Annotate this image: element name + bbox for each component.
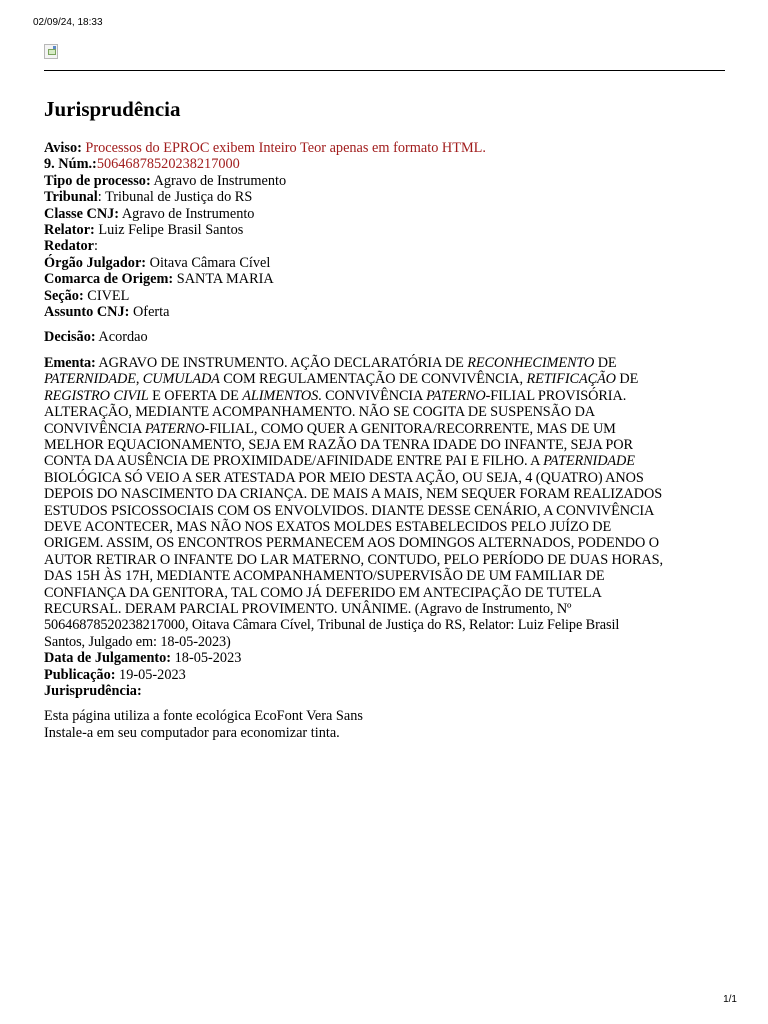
- ementa-text: COM REGULAMENTAÇÃO DE CONVIVÊNCIA,: [219, 371, 527, 388]
- data-julgamento-label: Data de Julgamento:: [44, 650, 172, 667]
- ementa-text: CONVIVÊNCIA: [44, 420, 145, 437]
- ementa-text: ORIGEM. ASSIM, OS ENCONTROS PERMANECEM AOS DOMINGOS ALTERNADOS, PODENDO O: [44, 535, 659, 552]
- ementa-text: DE: [615, 371, 639, 388]
- ementa-italic-term: PATERNO: [144, 420, 205, 437]
- orgao-julgador-value: Oitava Câmara Cível: [146, 254, 271, 271]
- numero-value: 50646878520238217000: [96, 156, 240, 173]
- ementa-line: [44, 519, 726, 535]
- ementa-italic-term: PATERNIDADE: [543, 453, 635, 470]
- numero-label: 9. Núm.:: [44, 156, 97, 173]
- ementa-italic-term: PATERNIDADE: [44, 371, 136, 388]
- ementa-text: AGRAVO DE INSTRUMENTO. AÇÃO DECLARATÓRIA DE: [95, 354, 468, 371]
- ementa-text: AUTOR RETIRAR O INFANTE DO LAR MATERNO, CONTUDO, PELO PERÍODO DE DUAS HORAS,: [44, 551, 663, 568]
- broken-image-icon: [44, 44, 58, 59]
- decisao-value: Acordao: [95, 329, 148, 346]
- ementa-text: DEVE ACONTECER, MAS NÃO NOS EXATOS MOLDES ESTABELECIDOS PELO JUÍZO DE: [44, 518, 612, 535]
- ementa-line: [44, 371, 726, 387]
- print-date: 02/09/24, 18:33: [33, 17, 103, 28]
- ementa-italic-term: ALIMENTOS: [242, 387, 319, 404]
- aviso-label: Aviso:: [44, 140, 82, 156]
- ecofont-notice-line1: Esta página utiliza a fonte ecológica EcoFont Vera Sans: [44, 708, 363, 725]
- publicacao-label: Publicação:: [44, 666, 116, 683]
- case-details: [44, 140, 726, 741]
- ementa-text: DE: [594, 354, 617, 371]
- spacer: [44, 699, 726, 708]
- ementa-line: [44, 453, 726, 469]
- tipo-processo-label: Tipo de processo:: [44, 172, 151, 189]
- ementa-line: [44, 535, 726, 551]
- ementa-label: Ementa:: [44, 354, 96, 371]
- aviso-text: Processos do EPROC exibem Inteiro Teor apenas em formato HTML.: [81, 140, 486, 156]
- ementa-line: [44, 404, 726, 420]
- relator-row: [44, 222, 726, 238]
- header-divider: [44, 70, 725, 71]
- jurisprudencia-row: [44, 683, 726, 699]
- ementa-italic-term: RETIFICAÇÃO: [526, 371, 616, 388]
- ementa-text: RECURSAL. DERAM PARCIAL PROVIMENTO. UNÂNIME. (Agravo de Instrumento, Nº: [44, 600, 572, 617]
- ementa-line: [44, 388, 726, 404]
- data-julgamento-row: [44, 650, 726, 666]
- ementa-line: [44, 634, 726, 650]
- tribunal-value: : Tribunal de Justiça do RS: [97, 189, 253, 206]
- ementa-text: ALTERAÇÃO, MEDIANTE ACOMPANHAMENTO. NÃO SE COGITA DE SUSPENSÃO DA: [44, 404, 596, 421]
- secao-value: CIVEL: [83, 287, 130, 304]
- relator-value: Luiz Felipe Brasil Santos: [94, 222, 244, 239]
- relator-label: Relator:: [44, 222, 95, 239]
- spacer: [44, 320, 726, 329]
- ementa-text: -FILIAL, COMO QUER A GENITORA/RECORRENTE, MAS DE UM: [204, 420, 616, 437]
- decisao-row: [44, 329, 726, 345]
- classe-cnj-row: [44, 206, 726, 222]
- numero-row: [44, 156, 726, 172]
- publicacao-row: [44, 667, 726, 683]
- ementa-line: [44, 503, 726, 519]
- assunto-row: [44, 304, 726, 320]
- orgao-julgador-label: Órgão Julgador:: [44, 254, 147, 271]
- ecofont-notice-line2: Instale-a em seu computador para economizar tinta.: [44, 724, 340, 741]
- orgao-julgador-row: [44, 255, 726, 271]
- classe-cnj-label: Classe CNJ:: [44, 205, 120, 222]
- ementa-italic-term: REGISTRO CIVIL: [44, 387, 149, 404]
- ementa-text: CONFIANÇA DA GENITORA, TAL COMO JÁ DEFERIDO EM ANTECIPAÇÃO DE TUTELA: [44, 584, 602, 601]
- comarca-value: SANTA MARIA: [173, 271, 274, 288]
- page-number: 1/1: [723, 994, 737, 1005]
- ementa-text: DEPOIS DO NASCIMENTO DA CRIANÇA. DE MAIS A MAIS, NEM SEQUER FORAM REALIZADOS: [44, 486, 663, 503]
- ementa-line: [44, 601, 726, 617]
- spacer: [44, 346, 726, 355]
- ementa-text: MELHOR EQUACIONAMENTO, SEJA EM RAZÃO DA TENRA IDADE DO INFANTE, SEJA POR: [44, 436, 633, 453]
- ementa-italic-term: CUMULADA: [142, 371, 220, 388]
- ementa-line: [44, 617, 726, 633]
- ementa-line: [44, 568, 726, 584]
- page-title: Jurisprudência: [44, 97, 181, 121]
- tipo-processo-value: Agravo de Instrumento: [150, 172, 287, 189]
- aviso-row: [44, 140, 726, 156]
- tribunal-row: [44, 189, 726, 205]
- redator-label: Redator: [44, 238, 95, 255]
- ementa-text: Santos, Julgado em: 18-05-2023): [44, 633, 231, 650]
- secao-label: Seção:: [44, 287, 84, 304]
- ementa-text: DAS 15H ÀS 17H, MEDIANTE ACOMPANHAMENTO/SUPERVISÃO DE UM FAMILIAR DE: [44, 568, 605, 585]
- ementa-italic-term: PATERNO: [425, 387, 486, 404]
- ementa-text: CONTA DA AUSÊNCIA DE PROXIMIDADE/AFINIDADE ENTRE PAI E FILHO. A: [44, 453, 544, 470]
- jurisprudencia-label: Jurisprudência:: [44, 683, 142, 699]
- ementa-text: ESTUDOS PSICOSSOCIAIS COM OS ENVOLVIDOS. DIANTE DESSE CENÁRIO, A CONVIVÊNCIA: [44, 502, 655, 519]
- ementa-text: BIOLÓGICA SÓ VEIO A SER ATESTADA POR MEIO DESTA AÇÃO, OU SEJA, 4 (QUATRO) ANOS: [44, 469, 644, 486]
- ementa-text: ,: [135, 371, 143, 388]
- comarca-row: [44, 271, 726, 287]
- ementa-text: 50646878520238217000, Oitava Câmara Cível, Tribunal de Justiça do RS, Relator: Luiz Felipe Brasil: [44, 617, 620, 634]
- ementa-text: -FILIAL PROVISÓRIA.: [485, 387, 627, 404]
- secao-row: [44, 288, 726, 304]
- ementa-italic-term: RECONHECIMENTO: [467, 354, 595, 371]
- data-julgamento-value: 18-05-2023: [171, 650, 242, 667]
- ementa-line: [44, 437, 726, 453]
- classe-cnj-value: Agravo de Instrumento: [119, 205, 255, 222]
- publicacao-value: 19-05-2023: [115, 666, 186, 683]
- ementa-line: [44, 552, 726, 568]
- ementa-block: [44, 355, 726, 650]
- redator-value: :: [94, 238, 99, 255]
- redator-row: [44, 238, 726, 254]
- assunto-label: Assunto CNJ:: [44, 304, 130, 321]
- decisao-label: Decisão:: [44, 329, 96, 346]
- ementa-text: . CONVIVÊNCIA: [318, 387, 426, 404]
- tipo-processo-row: [44, 173, 726, 189]
- ementa-line: [44, 585, 726, 601]
- comarca-label: Comarca de Origem:: [44, 271, 174, 288]
- assunto-value: Oferta: [129, 304, 170, 321]
- tribunal-label: Tribunal: [44, 189, 98, 206]
- ementa-line: [44, 486, 726, 502]
- ementa-line: [44, 355, 726, 371]
- ementa-text: E OFERTA DE: [148, 387, 243, 404]
- ementa-line: [44, 470, 726, 486]
- ementa-line: [44, 421, 726, 437]
